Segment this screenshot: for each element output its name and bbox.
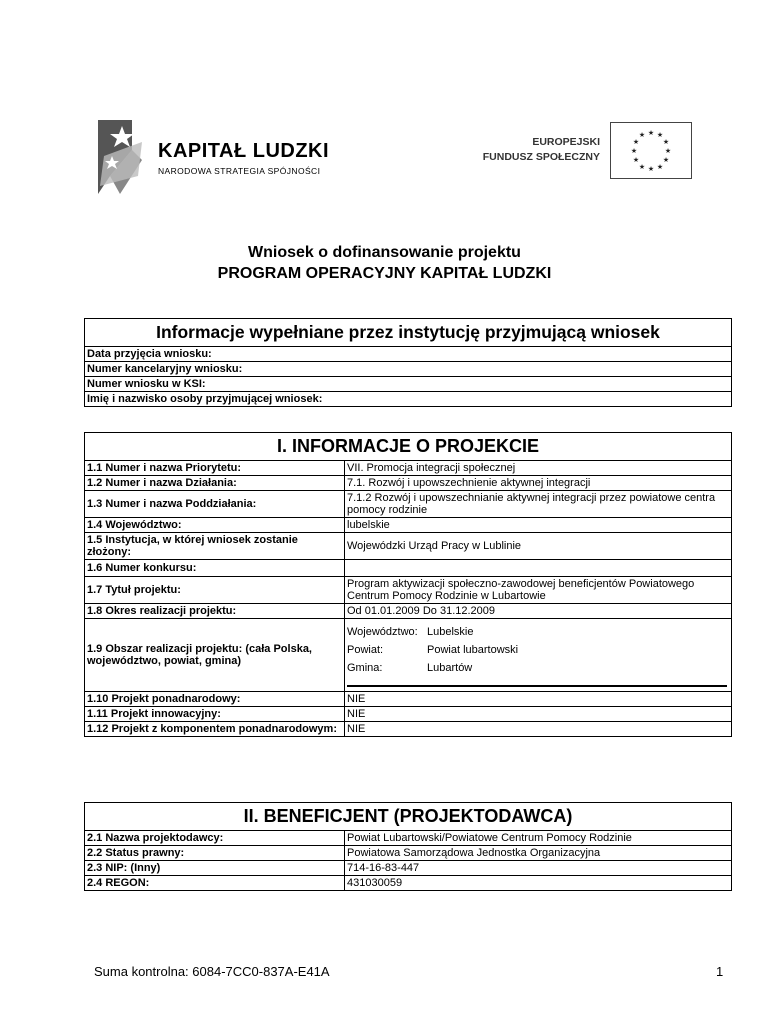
- svg-text:★: ★: [638, 131, 646, 139]
- svg-text:★: ★: [647, 129, 655, 137]
- table-row: [85, 604, 732, 619]
- svg-text:★: ★: [656, 131, 664, 139]
- intake-row: Imię i nazwisko osoby przyjmującej wniosek:: [85, 392, 732, 407]
- table-row: [85, 876, 732, 891]
- commune-value: Lubartów: [427, 662, 473, 674]
- field-label: 2.2 Status prawny:: [85, 846, 345, 861]
- field-value: 714-16-83-447: [345, 861, 732, 876]
- field-value: Powiatowa Samorządowa Jednostka Organizacyjna: [345, 846, 732, 861]
- field-value: NIE: [345, 707, 732, 722]
- field-value: 431030059: [345, 876, 732, 891]
- svg-text:★: ★: [662, 138, 670, 146]
- field-label: 1.1 Numer i nazwa Priorytetu:: [85, 461, 345, 476]
- table-row: [85, 533, 732, 560]
- area-divider: [347, 685, 727, 687]
- table-row: [85, 861, 732, 876]
- field-label: 1.8 Okres realizacji projektu:: [85, 604, 345, 619]
- field-value: [345, 560, 732, 577]
- intake-row: Numer kancelaryjny wniosku:: [85, 362, 732, 377]
- svg-text:★: ★: [656, 163, 664, 171]
- table-row: [85, 491, 732, 518]
- field-value: NIE: [345, 722, 732, 737]
- efs-logo: [482, 120, 696, 182]
- table-row: [85, 831, 732, 846]
- field-label: 1.6 Numer konkursu:: [85, 560, 345, 577]
- field-value: lubelskie: [345, 518, 732, 533]
- voivodeship-key: Województwo:: [347, 626, 418, 638]
- field-label: 2.3 NIP: (Inny): [85, 861, 345, 876]
- county-value: Powiat lubartowski: [427, 644, 519, 656]
- page-number: 1: [716, 964, 724, 979]
- county-key: Powiat:: [347, 644, 384, 656]
- table-row: [85, 722, 732, 737]
- beneficiary-table: [84, 802, 732, 891]
- table-row: [85, 461, 732, 476]
- beneficiary-heading: II. BENEFICJENT (PROJEKTODAWCA): [85, 803, 732, 831]
- eu-flag-icon: [610, 122, 692, 179]
- field-value: Wojewódzki Urząd Pracy w Lublinie: [345, 533, 732, 560]
- field-label: 1.9 Obszar realizacji projektu: (cała Polska, województwo, powiat, gmina): [85, 619, 345, 692]
- field-label: 1.2 Numer i nazwa Działania:: [85, 476, 345, 491]
- svg-text:★: ★: [638, 163, 646, 171]
- project-heading: I. INFORMACJE O PROJEKCIE: [85, 433, 732, 461]
- svg-text:★: ★: [662, 156, 670, 164]
- checksum: Suma kontrolna: 6084-7CC0-837A-E41A: [94, 964, 330, 979]
- svg-text:★: ★: [632, 156, 640, 164]
- field-label: 1.11 Projekt innowacyjny:: [85, 707, 345, 722]
- field-label: 1.12 Projekt z komponentem ponadnarodowym:: [85, 722, 345, 737]
- kapital-ludzki-logo: [90, 116, 350, 196]
- table-row: [85, 707, 732, 722]
- field-label: 2.1 Nazwa projektodawcy:: [85, 831, 345, 846]
- table-row: [85, 619, 732, 692]
- table-row: [85, 560, 732, 577]
- svg-text:★: ★: [632, 138, 640, 146]
- intake-row: Data przyjęcia wniosku:: [85, 347, 732, 362]
- intake-row: Numer wniosku w KSI:: [85, 377, 732, 392]
- table-row: [85, 476, 732, 491]
- field-label: 1.10 Projekt ponadnarodowy:: [85, 692, 345, 707]
- field-label: 1.5 Instytucja, w której wniosek zostanie złożony:: [85, 533, 345, 560]
- kapital-ludzki-emblem-icon: [90, 116, 150, 196]
- field-value: NIE: [345, 692, 732, 707]
- field-label: 1.3 Numer i nazwa Poddziałania:: [85, 491, 345, 518]
- project-table: [84, 432, 732, 737]
- intake-table: [84, 318, 732, 407]
- efs-line1: EUROPEJSKI: [532, 136, 600, 148]
- intake-heading: Informacje wypełniane przez instytucję przyjmującą wniosek: [85, 319, 732, 347]
- field-label: 1.7 Tytuł projektu:: [85, 577, 345, 604]
- document-title: [0, 242, 769, 284]
- table-row: [85, 577, 732, 604]
- efs-line2: FUNDUSZ SPOŁECZNY: [482, 151, 600, 163]
- field-value: 7.1.2 Rozwój i upowszechnianie aktywnej integracji przez powiatowe centra pomocy rodzinie: [345, 491, 732, 518]
- logo-title: KAPITAŁ LUDZKI: [158, 140, 330, 162]
- voivodeship-value: Lubelskie: [427, 626, 474, 638]
- field-value: VII. Promocja integracji społecznej: [345, 461, 732, 476]
- field-label: 1.4 Województwo:: [85, 518, 345, 533]
- field-value: Powiat Lubartowski/Powiatowe Centrum Pomocy Rodzinie: [345, 831, 732, 846]
- svg-text:★: ★: [630, 147, 638, 155]
- svg-text:★: ★: [664, 147, 672, 155]
- title-line-1: Wniosek o dofinansowanie projektu: [248, 244, 521, 261]
- logo-subtitle: NARODOWA STRATEGIA SPÓJNOŚCI: [158, 166, 321, 176]
- area-value: [345, 619, 732, 692]
- table-row: [85, 692, 732, 707]
- field-value: Od 01.01.2009 Do 31.12.2009: [345, 604, 732, 619]
- commune-key: Gmina:: [347, 662, 383, 674]
- table-row: [85, 518, 732, 533]
- table-row: [85, 846, 732, 861]
- title-line-2: PROGRAM OPERACYJNY KAPITAŁ LUDZKI: [217, 265, 552, 282]
- field-label: 2.4 REGON:: [85, 876, 345, 891]
- svg-text:★: ★: [647, 165, 655, 173]
- field-value: Program aktywizacji społeczno-zawodowej beneficjentów Powiatowego Centrum Pomocy Rodzinie w Lubartowie: [345, 577, 732, 604]
- field-value: 7.1. Rozwój i upowszechnienie aktywnej integracji: [345, 476, 732, 491]
